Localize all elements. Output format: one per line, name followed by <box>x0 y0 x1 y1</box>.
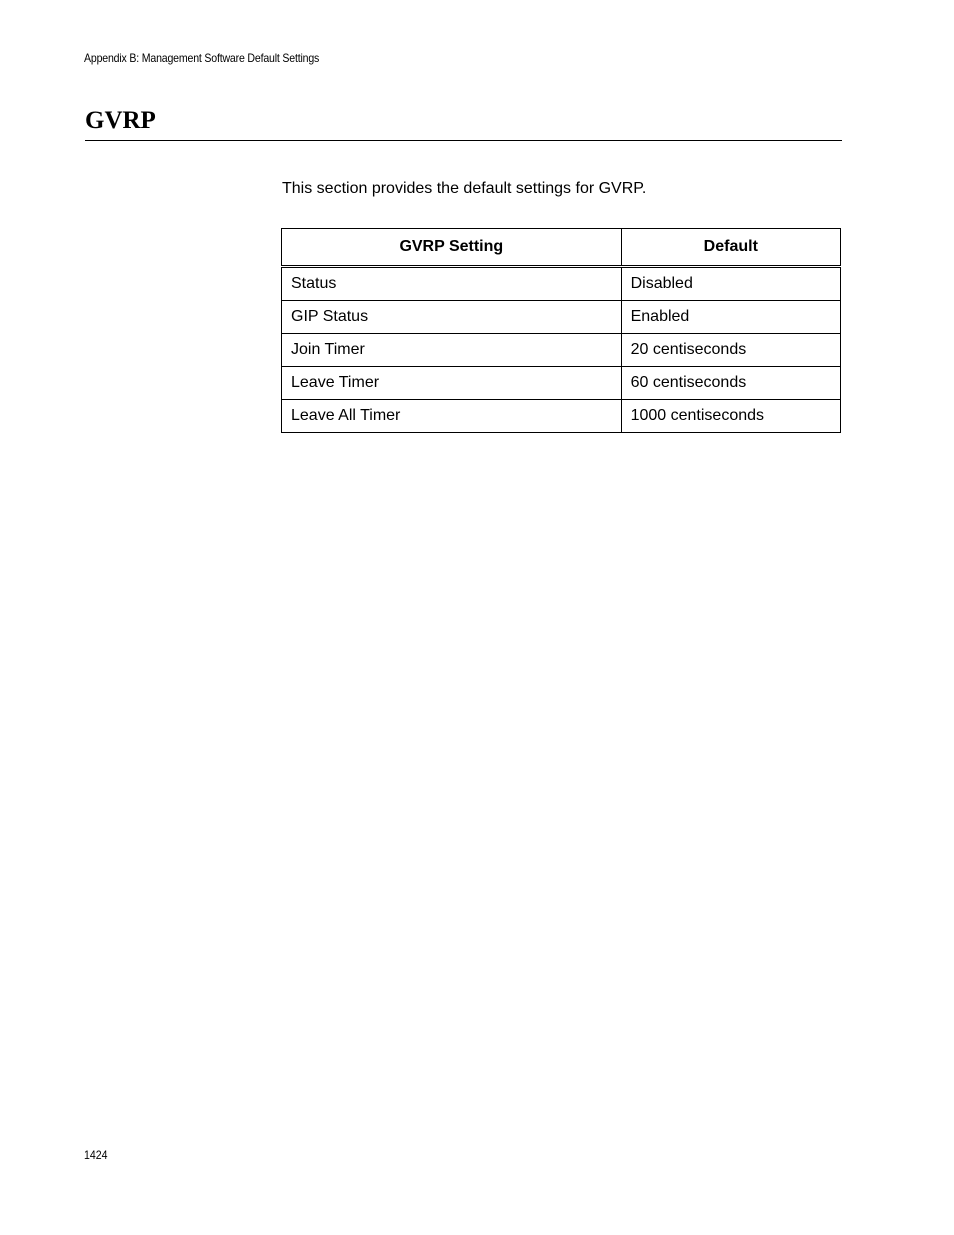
running-header: Appendix B: Management Software Default Settings <box>84 51 320 65</box>
default-cell: Disabled <box>621 267 840 301</box>
setting-cell: Join Timer <box>282 334 622 367</box>
table-row <box>282 400 841 433</box>
setting-cell: Leave Timer <box>282 367 622 400</box>
default-cell: 20 centiseconds <box>621 334 840 367</box>
default-cell: 60 centiseconds <box>621 367 840 400</box>
table-row <box>282 367 841 400</box>
section-intro: This section provides the default settings for GVRP. <box>282 180 647 197</box>
section-title: GVRP <box>85 107 156 134</box>
default-cell: 1000 centiseconds <box>621 400 840 433</box>
table-row <box>282 334 841 367</box>
page-number: 1424 <box>84 1148 108 1162</box>
setting-cell: Status <box>282 267 622 301</box>
setting-cell: Leave All Timer <box>282 400 622 433</box>
gvrp-defaults-table <box>281 228 841 433</box>
header-gvrp-setting: GVRP Setting <box>282 229 622 267</box>
title-rule <box>85 140 842 141</box>
table-header-row <box>282 229 841 267</box>
setting-cell: GIP Status <box>282 301 622 334</box>
table-row <box>282 267 841 301</box>
default-cell: Enabled <box>621 301 840 334</box>
header-default: Default <box>621 229 840 267</box>
table-row <box>282 301 841 334</box>
